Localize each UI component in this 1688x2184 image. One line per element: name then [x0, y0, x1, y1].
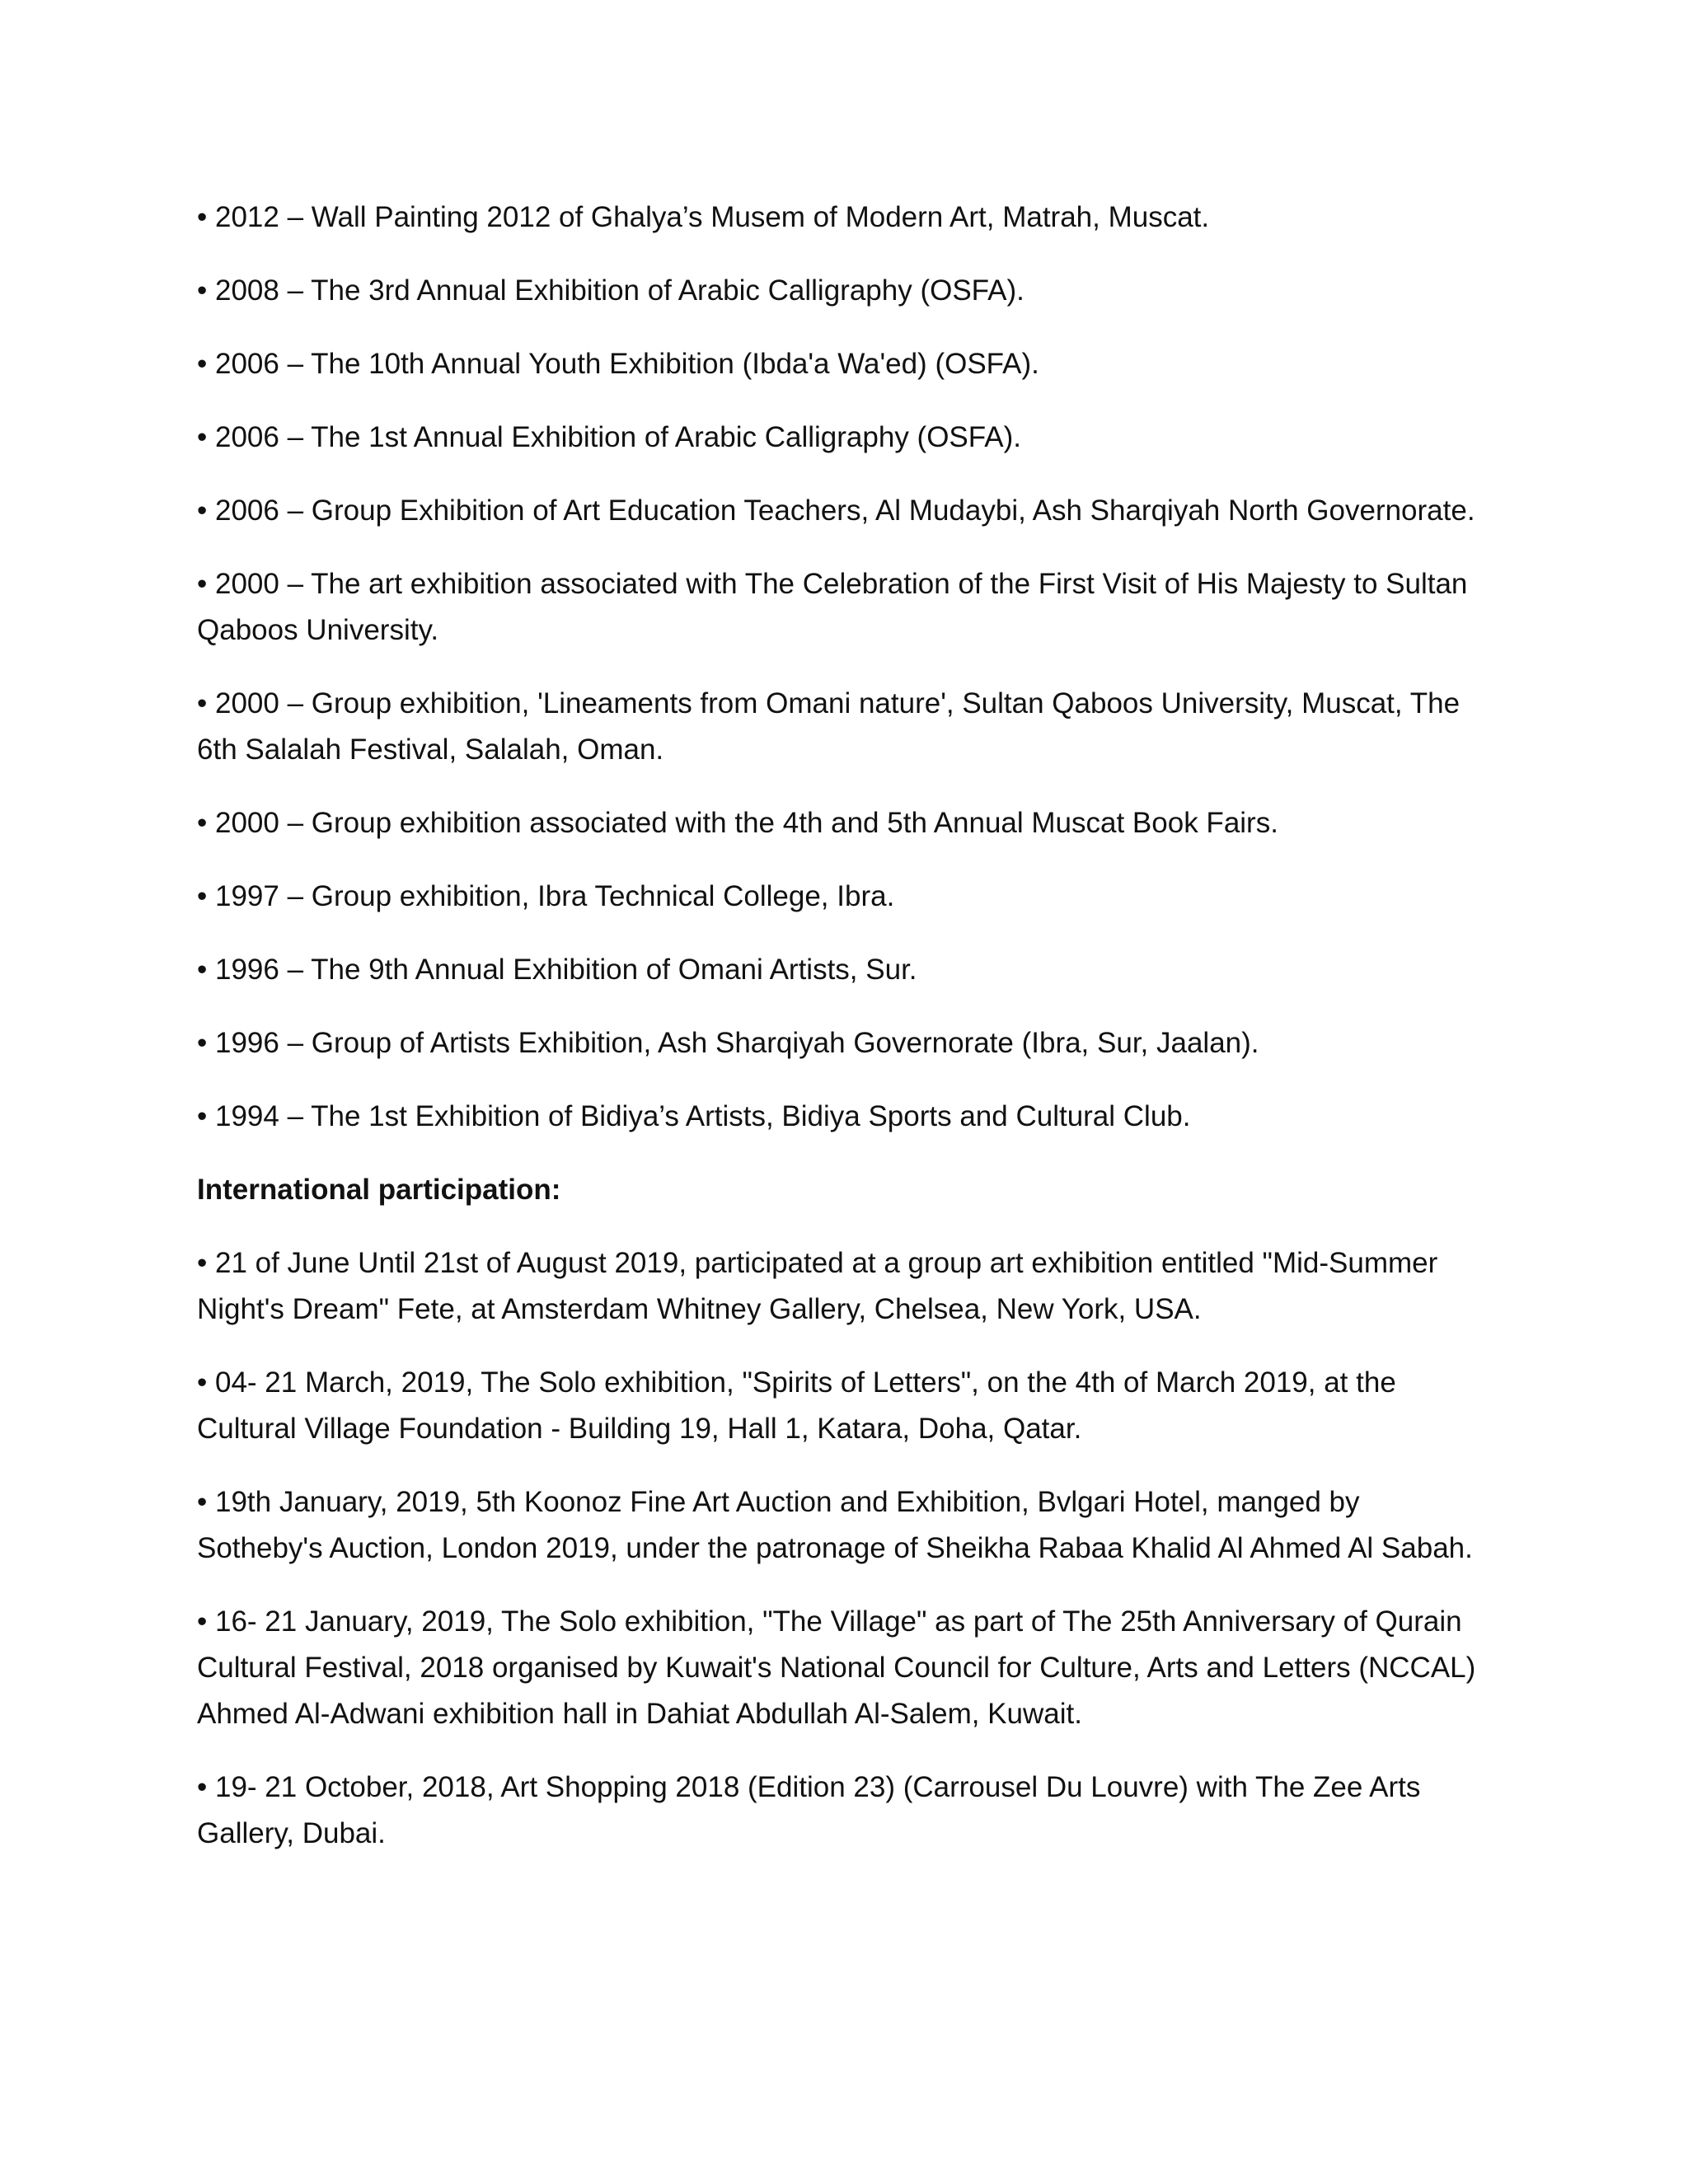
- exhibition-entry: • 2000 – Group exhibition, 'Lineaments from Omani nature', Sultan Qaboos University, Muscat, The 6th Salalah Festival, Salalah, Oman.: [197, 687, 1461, 766]
- exhibition-entry: • 2006 – The 10th Annual Youth Exhibition (Ibda'a Wa'ed) (OSFA).: [197, 348, 1039, 380]
- exhibition-entry: • 2012 – Wall Painting 2012 of Ghalya’s Musem of Modern Art, Matrah, Muscat.: [197, 201, 1210, 233]
- exhibition-entry: • 2000 – Group exhibition associated with the 4th and 5th Annual Muscat Book Fairs.: [197, 807, 1278, 839]
- international-entry: • 19- 21 October, 2018, Art Shopping 2018 (Edition 23) (Carrousel Du Louvre) with The Zee Arts Gallery, Dubai.: [197, 1771, 1421, 1849]
- document-body: [197, 194, 1483, 1884]
- exhibition-entry: • 1996 – The 9th Annual Exhibition of Omani Artists, Sur.: [197, 954, 917, 986]
- exhibition-entry: • 1994 – The 1st Exhibition of Bidiya’s Artists, Bidiya Sports and Cultural Club.: [197, 1100, 1191, 1132]
- exhibition-entry: • 2006 – Group Exhibition of Art Education Teachers, Al Mudaybi, Ash Sharqiyah North Governorate.: [197, 494, 1475, 527]
- international-entry: • 19th January, 2019, 5th Koonoz Fine Art Auction and Exhibition, Bvlgari Hotel, manged by Sotheby's Auction, London 2019, under the patronage of Sheikha Rabaa Khalid Al Ahmed Al Sabah.: [197, 1486, 1473, 1564]
- international-entry: • 21 of June Until 21st of August 2019, participated at a group art exhibition entitled "Mid-Summer Night's Dream" Fete, at Amsterdam Whitney Gallery, Chelsea, New York, USA.: [197, 1247, 1438, 1325]
- exhibition-entry: • 2006 – The 1st Annual Exhibition of Arabic Calligraphy (OSFA).: [197, 421, 1021, 453]
- section-heading-international: International participation:: [197, 1174, 561, 1206]
- exhibition-entry: • 1997 – Group exhibition, Ibra Technical College, Ibra.: [197, 880, 895, 912]
- international-entry: • 04- 21 March, 2019, The Solo exhibition, "Spirits of Letters", on the 4th of March 2019, at the Cultural Village Foundation - Building 19, Hall 1, Katara, Doha, Qatar.: [197, 1366, 1396, 1445]
- exhibition-entry: • 2008 – The 3rd Annual Exhibition of Arabic Calligraphy (OSFA).: [197, 274, 1025, 307]
- international-entry: • 16- 21 January, 2019, The Solo exhibition, "The Village" as part of The 25th Anniversary of Qurain Cultural Festival, 2018 organised by Kuwait's National Council for Culture, Arts and Letters (NCCAL) Ahmed Al-Adwani exhibition hall in Dahiat Abdullah Al-Salem, Kuwait.: [197, 1605, 1476, 1730]
- exhibition-entry: • 2000 – The art exhibition associated with The Celebration of the First Visit of His Majesty to Sultan Qaboos University.: [197, 568, 1468, 646]
- exhibition-entry: • 1996 – Group of Artists Exhibition, Ash Sharqiyah Governorate (Ibra, Sur, Jaalan).: [197, 1027, 1259, 1059]
